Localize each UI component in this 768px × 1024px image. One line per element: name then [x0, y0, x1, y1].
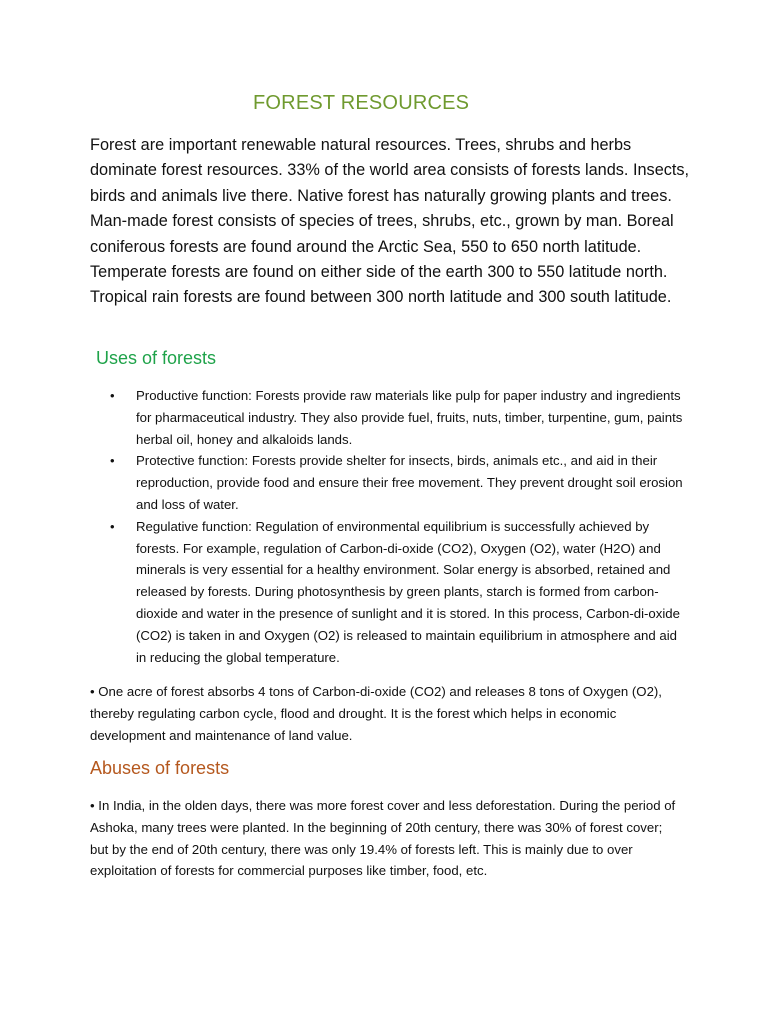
abuses-heading: Abuses of forests [90, 758, 230, 778]
list-item [110, 385, 690, 450]
uses-heading: Uses of forests [96, 348, 217, 368]
list-item-text: Regulative function: Regulation of environmental equilibrium is successfully achieved by forests. For example, regulation of Carbon-di-oxide (CO2), Oxygen (O2), water (H2O) and minerals is very essential for a healthy environment. Solar energy is absorbed, retained and released by forests. During photosynthesis by green plants, starch is formed from carbon-dioxide and water in the presence of sunlight and it is stored. In this process, Carbon-di-oxide (CO2) is taken in and Oxygen (O2) is released to maintain equilibrium in atmosphere and aid in reducing the global temperature. [136, 518, 680, 665]
page-title: FOREST RESOURCES [253, 92, 470, 114]
list-item [110, 450, 690, 515]
list-item [110, 516, 690, 669]
uses-list [110, 385, 690, 668]
bullet-icon: • [110, 388, 115, 403]
abuses-paragraph: • In India, in the olden days, there was more forest cover and less deforestation. During the period of Ashoka, many trees were planted. In the beginning of 20th century, there was 30% of forest cover; but by the end of 20th century, there was only 19.4% of forests left. This is mainly due to over exploitation of forests for commercial purposes like timber, food, etc. [90, 798, 676, 879]
list-item-text: Productive function: Forests provide raw materials like pulp for paper industry and ingredients for pharmaceutical industry. They also provide fuel, fruits, nuts, timber, turpentine, gum, paints herbal oil, honey and alkaloids lands. [136, 388, 683, 447]
list-item-text: Protective function: Forests provide shelter for insects, birds, animals etc., and aid in their reproduction, provide food and ensure their free movement. They prevent drought soil erosion and loss of water. [136, 453, 683, 512]
intro-paragraph: Forest are important renewable natural resources. Trees, shrubs and herbs dominate forest resources. 33% of the world area consists of forests lands. Insects, birds and animals live there. Native forest has naturally growing plants and trees. Man-made forest consists of species of trees, shrubs, etc., grown by man. Boreal coniferous forests are found around the Arctic Sea, 550 to 650 north latitude. Temperate forests are found on either side of the earth 300 to 550 latitude north. Tropical rain forests are found between 300 north latitude and 300 south latitude. [90, 136, 690, 307]
acre-paragraph: • One acre of forest absorbs 4 tons of Carbon-di-oxide (CO2) and releases 8 tons of Oxygen (O2), thereby regulating carbon cycle, flood and drought. It is the forest which helps in economic development and maintenance of land value. [90, 684, 662, 743]
bullet-icon: • [110, 518, 115, 534]
bullet-icon: • [110, 453, 115, 469]
